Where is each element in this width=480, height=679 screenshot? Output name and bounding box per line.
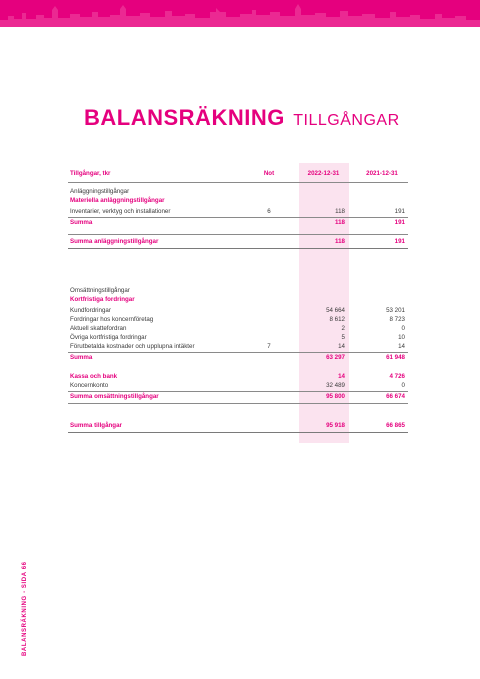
row-label: Summa [70, 354, 93, 361]
row-label: Summa omsättningstillgångar [70, 393, 159, 400]
row-value-2021: 53 201 [386, 307, 405, 314]
row-label: Fordringar hos koncernföretag [70, 316, 154, 323]
header-rule [68, 182, 408, 183]
table-row-label: Omsättningstillgångar [70, 287, 130, 294]
row-label: Kassa och bank [70, 373, 118, 380]
row-value-2022: 14 [338, 343, 345, 350]
row-label: Summa tillgångar [70, 422, 122, 429]
row-value-2021: 191 [394, 219, 405, 226]
row-value-2021: 0 [401, 382, 405, 389]
row-label: Förutbetalda kostnader och upplupna intäkter [70, 343, 195, 350]
row-rule [68, 403, 408, 404]
row-value-2021: 4 726 [389, 373, 405, 380]
row-value-2022: 95 918 [326, 422, 345, 429]
row-value-2022: 5 [341, 334, 345, 341]
row-value-2021: 66 674 [386, 393, 405, 400]
row-label: Inventarier, verktyg och installationer [70, 208, 171, 215]
row-label: Kundfordringar [70, 307, 111, 314]
row-label: Koncernkonto [70, 382, 109, 389]
header-not: Not [263, 170, 275, 177]
header-label: Tillgångar, tkr [70, 170, 111, 177]
table-row-label: Kortfristiga fordringar [70, 296, 135, 303]
row-label: Övriga kortfristiga fordringar [70, 334, 147, 341]
city-skyline-graphic [0, 0, 480, 27]
current-year-column-highlight [299, 163, 349, 443]
row-value-2022: 95 800 [326, 393, 345, 400]
row-rule [68, 352, 408, 353]
row-not: 6 [267, 208, 271, 215]
row-not: 7 [267, 343, 271, 350]
row-label: Summa [70, 219, 93, 226]
row-rule [68, 217, 408, 218]
table-row-label: Anläggningstillgångar [70, 188, 130, 195]
title-main: BALANSRÄKNING [84, 105, 285, 130]
row-rule [68, 391, 408, 392]
row-value-2022: 2 [341, 325, 345, 332]
title-sub: TILLGÅNGAR [293, 112, 400, 129]
row-label: Summa anläggningstillgångar [70, 238, 159, 245]
side-page-label: BALANSRÄKNING - SIDA 66 [22, 561, 28, 656]
row-value-2022: 118 [335, 238, 345, 245]
row-value-2021: 0 [401, 325, 405, 332]
header-year-2022: 2022-12-31 [307, 170, 340, 177]
row-value-2021: 10 [398, 334, 405, 341]
section-rule [68, 248, 408, 249]
row-value-2022: 118 [335, 219, 345, 226]
row-value-2022: 118 [335, 208, 345, 215]
row-value-2021: 8 723 [389, 316, 405, 323]
total-rule [68, 432, 408, 433]
row-value-2022: 8 612 [329, 316, 345, 323]
row-value-2022: 14 [338, 373, 345, 380]
row-value-2021: 191 [394, 238, 405, 245]
row-label: Aktuell skattefordran [70, 325, 127, 332]
row-value-2021: 61 948 [386, 354, 405, 361]
row-rule [68, 234, 408, 235]
row-value-2021: 14 [398, 343, 405, 350]
row-value-2022: 54 664 [326, 307, 345, 314]
page-title [84, 105, 400, 131]
header-year-2021: 2021-12-31 [366, 170, 398, 177]
row-value-2022: 63 297 [326, 354, 345, 361]
row-value-2022: 32 489 [326, 382, 345, 389]
table-row-label: Materiella anläggningstillgångar [70, 197, 165, 204]
row-value-2021: 191 [394, 208, 405, 215]
row-value-2021: 66 865 [386, 422, 405, 429]
